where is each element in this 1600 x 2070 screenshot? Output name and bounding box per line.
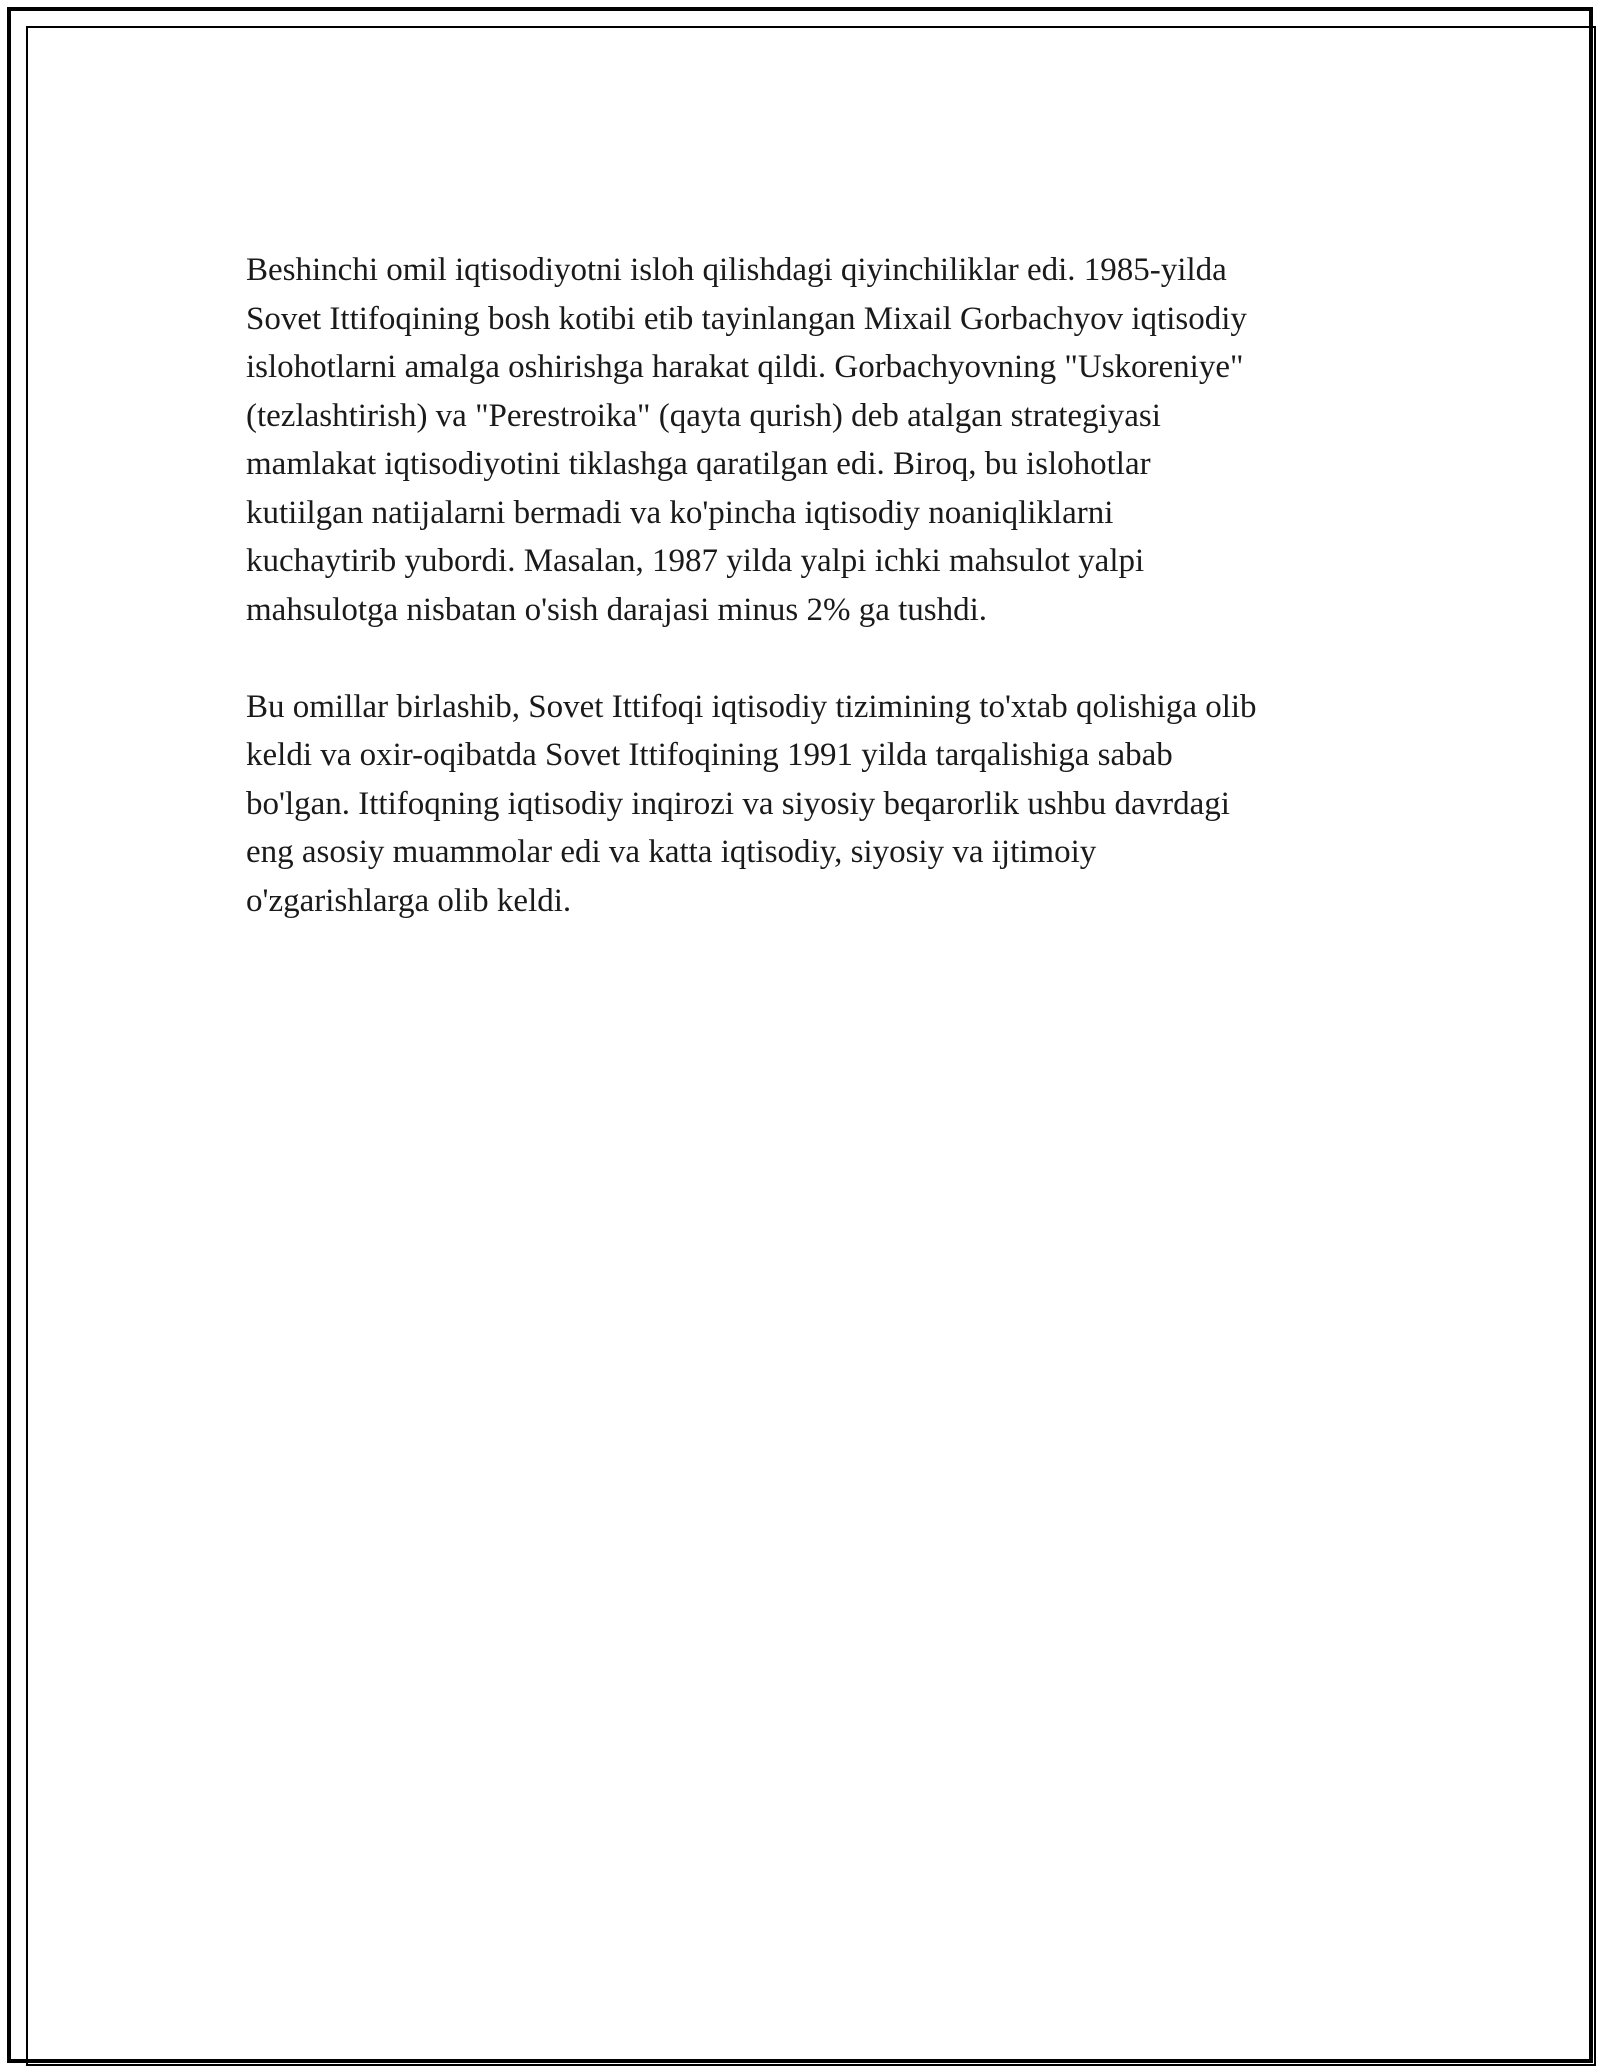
paragraph-line: kutiilgan natijalarni bermadi va ko'pincha iqtisodiy noaniqliklarni: [246, 494, 1114, 531]
paragraph-line: kuchaytirib yubordi. Masalan, 1987 yilda yalpi ichki mahsulot yalpi: [246, 543, 1145, 579]
paragraph-1: [246, 246, 1396, 634]
paragraph-line: Sovet Ittifoqining bosh kotibi etib tayinlangan Mixail Gorbachyov iqtisodiy: [246, 300, 1247, 337]
paragraph-line: Beshinchi omil iqtisodiyotni isloh qilishdagi qiyinchiliklar edi. 1985-yilda: [246, 252, 1227, 288]
paragraph-line: mamlakat iqtisodiyotini tiklashga qaratilgan edi. Biroq, bu islohotlar: [246, 446, 1151, 482]
page-frame: [7, 7, 1593, 2063]
paragraph-line: islohotlarni amalga oshirishga harakat qildi. Gorbachyovning "Uskoreniye": [246, 349, 1244, 385]
paragraph-line: Bu omillar birlashib, Sovet Ittifoqi iqtisodiy tizimining to'xtab qolishiga olib: [246, 688, 1257, 725]
paragraph-line: mahsulotga nisbatan o'sish darajasi minus 2% ga tushdi.: [246, 591, 988, 628]
document-body: [246, 246, 1396, 974]
paragraph-2: [246, 683, 1396, 926]
paragraph-line: eng asosiy muammolar edi va katta iqtisodiy, siyosiy va ijtimoiy: [246, 834, 1097, 870]
paragraph-line: bo'lgan. Ittifoqning iqtisodiy inqirozi va siyosiy beqarorlik ushbu davrdagi: [246, 785, 1230, 822]
paragraph-line: keldi va oxir-oqibatda Sovet Ittifoqining 1991 yilda tarqalishiga sabab: [246, 737, 1173, 773]
paragraph-line: (tezlashtirish) va "Perestroika" (qayta qurish) deb atalgan strategiyasi: [246, 397, 1161, 434]
paragraph-line: o'zgarishlarga olib keldi.: [246, 882, 572, 919]
